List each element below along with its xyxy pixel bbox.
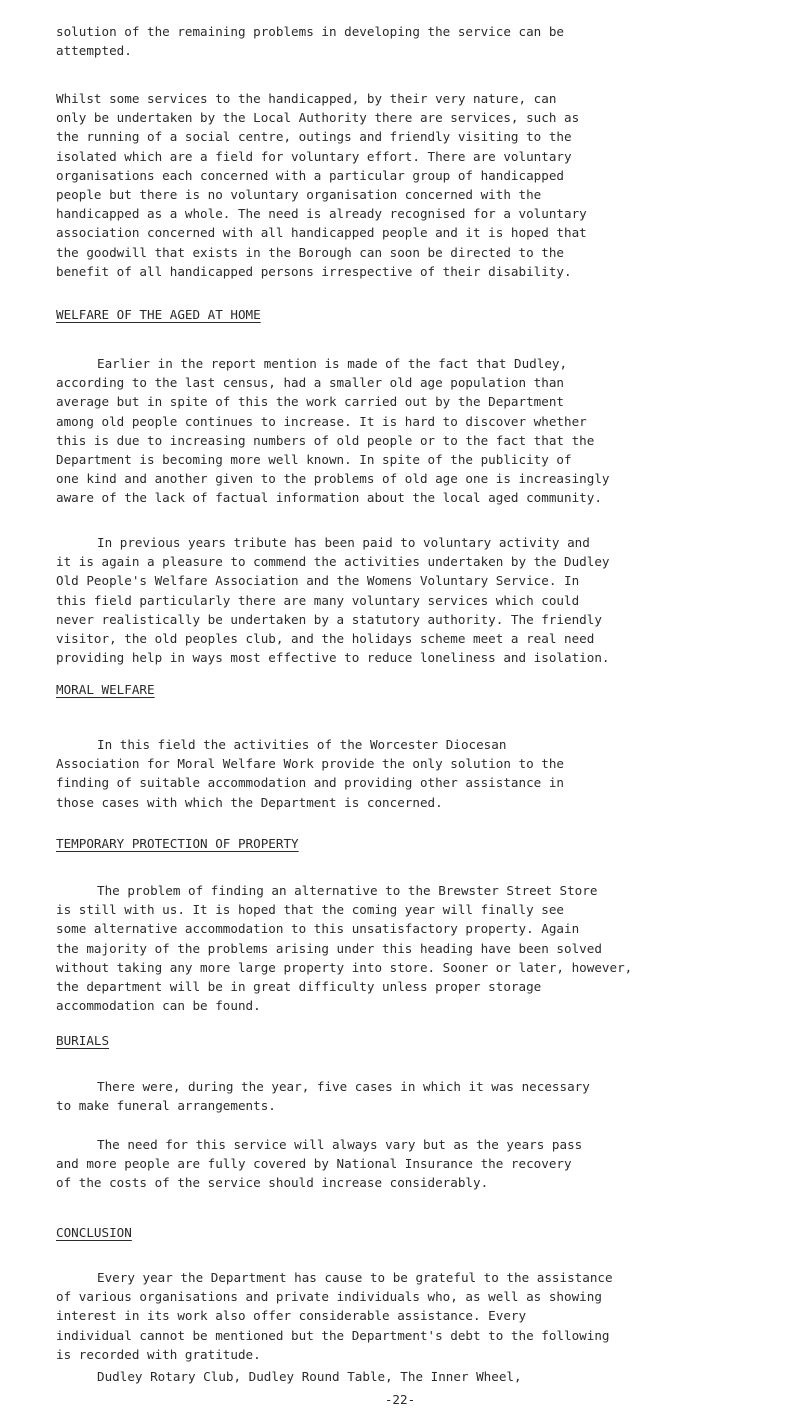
- text-line: finding of suitable accommodation and providing other assistance in: [56, 775, 564, 791]
- text-line: solution of the remaining problems in developing the service can be: [56, 24, 564, 39]
- text-line: Dudley Rotary Club, Dudley Round Table, The Inner Wheel,: [97, 1369, 522, 1384]
- text-line: handicapped as a whole. The need is already recognised for a voluntary: [56, 206, 587, 222]
- text-line: the running of a social centre, outings and friendly visiting to the: [56, 129, 572, 145]
- text-line: In this field the activities of the Worcester Diocesan: [97, 737, 507, 752]
- text-line: the department will be in great difficulty unless proper storage: [56, 978, 542, 994]
- heading-burials: BURIALS: [56, 1033, 110, 1048]
- text-line: The need for this service will always vary but as the years pass: [97, 1137, 583, 1152]
- text-line: average but in spite of this the work carried out by the Department: [56, 394, 564, 410]
- text-line: the majority of the problems arising under this heading have been solved: [56, 940, 602, 956]
- text-line: and more people are fully covered by National Insurance the recovery: [56, 1156, 572, 1172]
- text-line: of the costs of the service should increase considerably.: [56, 1175, 489, 1191]
- text-line: benefit of all handicapped persons irrespective of their disability.: [56, 263, 572, 279]
- heading-welfare-of-aged: WELFARE OF THE AGED AT HOME: [56, 307, 261, 322]
- text-line: attempted.: [56, 43, 132, 59]
- text-line: people but there is no voluntary organisation concerned with the: [56, 186, 542, 202]
- paragraph-aged: [56, 354, 776, 508]
- text-line: never realistically be undertaken by a statutory authority. The friendly: [56, 611, 602, 627]
- text-line: accommodation can be found.: [56, 998, 261, 1014]
- text-line: only be undertaken by the Local Authority there are services, such as: [56, 110, 580, 126]
- text-line: aware of the lack of factual information about the local aged community.: [56, 490, 602, 506]
- text-line: is recorded with gratitude.: [56, 1346, 261, 1362]
- text-line: Whilst some services to the handicapped, by their very nature, can: [56, 91, 557, 106]
- text-line: The problem of finding an alternative to the Brewster Street Store: [97, 883, 598, 898]
- paragraph-handicapped: [56, 89, 776, 281]
- text-line: providing help in ways most effective to reduce loneliness and isolation.: [56, 650, 610, 666]
- text-line: Every year the Department has cause to be grateful to the assistance: [97, 1270, 613, 1285]
- text-line: it is again a pleasure to commend the activities undertaken by the Dudley: [56, 554, 610, 570]
- paragraph-continuation: [56, 22, 776, 60]
- text-line: to make funeral arrangements.: [56, 1098, 276, 1114]
- text-line: among old people continues to increase. It is hard to discover whether: [56, 413, 587, 429]
- text-line: those cases with which the Department is concerned.: [56, 794, 443, 810]
- text-line: Association for Moral Welfare Work provide the only solution to the: [56, 756, 564, 772]
- text-line: isolated which are a field for voluntary effort. There are voluntary: [56, 148, 572, 164]
- paragraph-moral: [56, 735, 776, 812]
- text-line: organisations each concerned with a particular group of handicapped: [56, 167, 564, 183]
- text-line: some alternative accommodation to this unsatisfactory property. Again: [56, 921, 580, 937]
- text-line: the goodwill that exists in the Borough can soon be directed to the: [56, 244, 564, 260]
- paragraph-temporary: [56, 881, 776, 1015]
- text-line: this field particularly there are many voluntary services which could: [56, 592, 580, 608]
- paragraph-conclusion: [56, 1268, 776, 1364]
- paragraph-burials-cases: [56, 1077, 776, 1115]
- paragraph-acknowledgements: [56, 1367, 776, 1386]
- text-line: visitor, the old peoples club, and the holidays scheme meet a real need: [56, 630, 595, 646]
- heading-temporary-protection: TEMPORARY PROTECTION OF PROPERTY: [56, 836, 299, 851]
- text-line: There were, during the year, five cases in which it was necessary: [97, 1079, 590, 1094]
- text-line: without taking any more large property into store. Sooner or later, however,: [56, 959, 633, 975]
- text-line: this is due to increasing numbers of old people or to the fact that the: [56, 432, 595, 448]
- heading-conclusion: CONCLUSION: [56, 1225, 132, 1240]
- text-line: Old People's Welfare Association and the Womens Voluntary Service. In: [56, 573, 580, 589]
- text-line: Earlier in the report mention is made of the fact that Dudley,: [97, 356, 568, 371]
- text-line: In previous years tribute has been paid to voluntary activity and: [97, 535, 590, 550]
- text-line: Department is becoming more well known. In spite of the publicity of: [56, 451, 572, 467]
- text-line: is still with us. It is hoped that the coming year will finally see: [56, 902, 564, 918]
- paragraph-burials-need: [56, 1135, 776, 1193]
- text-line: of various organisations and private individuals who, as well as showing: [56, 1289, 602, 1305]
- text-line: individual cannot be mentioned but the Department's debt to the following: [56, 1327, 610, 1343]
- page-number: -22-: [384, 1392, 416, 1407]
- paragraph-voluntary: [56, 533, 776, 667]
- text-line: association concerned with all handicapped people and it is hoped that: [56, 225, 587, 241]
- text-line: according to the last census, had a smaller old age population than: [56, 375, 564, 391]
- heading-moral-welfare: MORAL WELFARE: [56, 682, 155, 697]
- text-line: interest in its work also offer considerable assistance. Every: [56, 1308, 527, 1324]
- text-line: one kind and another given to the problems of old age one is increasingly: [56, 471, 610, 487]
